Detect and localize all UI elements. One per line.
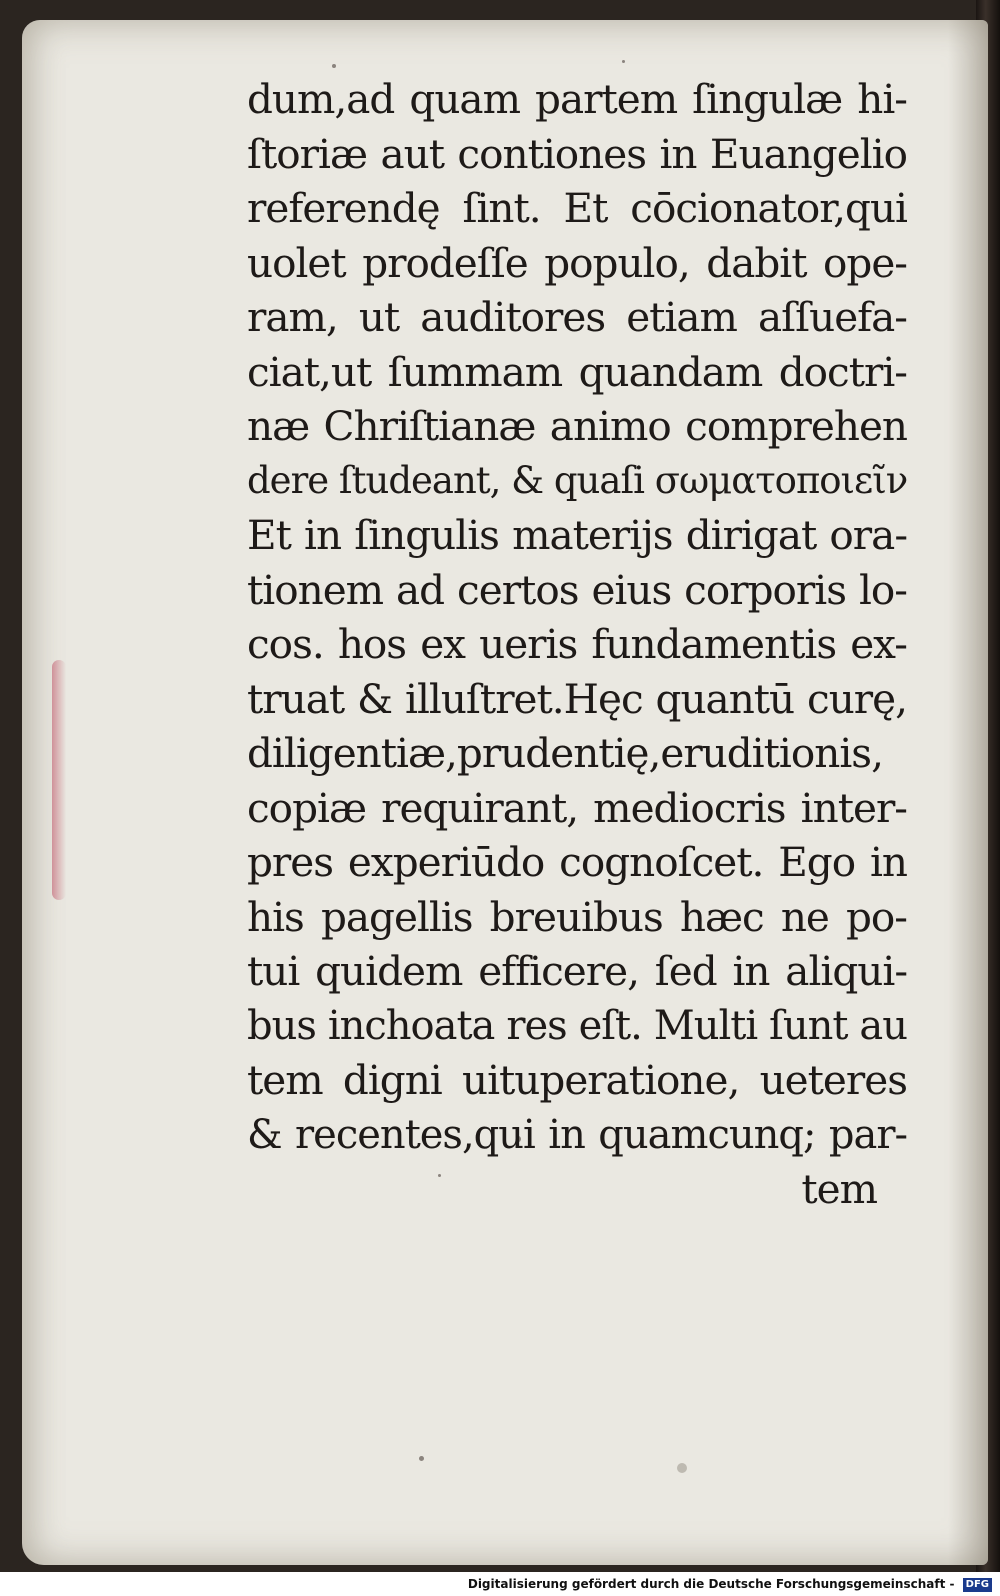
text-line: ram, ut auditores etiam aſſuefa- (247, 293, 907, 341)
text-line: dere ſtudeant, & quaſi σωματοποιεῖν (247, 458, 907, 502)
page-stain (52, 660, 66, 900)
text-line: dum,ad quam partem ſingulæ hi- (247, 75, 907, 123)
dfg-logo: DFG (963, 1578, 992, 1592)
digitization-credit (0, 1572, 1000, 1596)
text-line: tionem ad certos eius corporis lo- (247, 565, 907, 614)
paper-speck (677, 1463, 687, 1473)
paper-speck (419, 1456, 424, 1461)
text-line: næ Chriſtianæ animo comprehen (247, 402, 907, 450)
paper-speck (332, 64, 336, 68)
text-line: ciat,ut ſummam quandam doctri- (247, 347, 907, 396)
text-line: copiæ requirant, mediocris inter- (247, 783, 907, 832)
text-line: referendę ſint. Et cōcionator,qui (247, 184, 907, 232)
text-line: diligentiæ,prudentię,eruditionis, (247, 729, 883, 777)
body-text (247, 72, 907, 1217)
text-line: truat & illuſtret.Hęc quantū curę, (247, 674, 907, 723)
text-line: Et in ſingulis materijs dirigat ora- (247, 511, 907, 559)
text-line: ſtoriæ aut contiones in Euangelio (247, 129, 907, 178)
credit-text: Digitalisierung gefördert durch die Deutsche Forschungsgemeinschaft - (467, 1577, 955, 1591)
text-line: cos. hos ex ueris fundamentis ex- (247, 620, 907, 668)
text-line: tem digni uituperatione, ueteres (247, 1056, 907, 1104)
text-line: tui quidem efficere, ſed in aliqui- (247, 947, 907, 995)
text-line: pres experiūdo cognoſcet. Ego in (247, 838, 907, 886)
paper-speck (622, 60, 625, 63)
text-line: bus inchoata res eſt. Multi ſunt au (247, 1002, 907, 1049)
text-line: & recentes,qui in quamcunq; par- (247, 1111, 907, 1158)
text-line: his pagellis breuibus hæc ne po- (247, 892, 907, 941)
catchword: tem (801, 1165, 877, 1213)
text-line: uolet prodeſſe populo, dabit ope- (247, 238, 907, 287)
